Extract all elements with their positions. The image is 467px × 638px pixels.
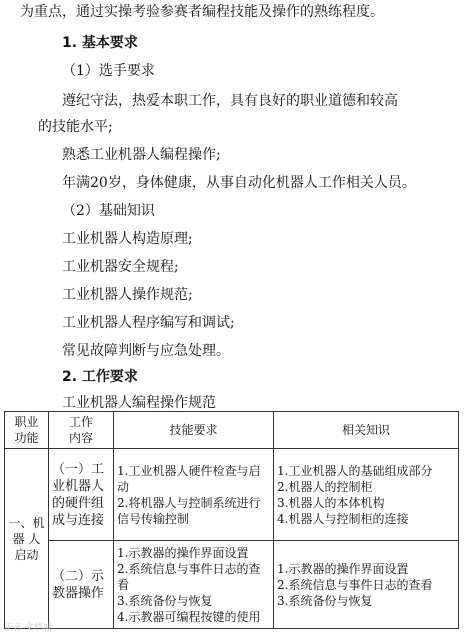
list-item: 1.工业机器人的基础组成部分 bbox=[277, 463, 433, 478]
header-content: 工作 内容 bbox=[49, 412, 114, 449]
table-header-row bbox=[5, 412, 459, 449]
section2-title: 2. 工作要求 bbox=[62, 369, 138, 385]
knowledge-cell bbox=[274, 541, 459, 629]
list-item: 2.将机器人与控制系统进行信号传输控制 bbox=[117, 495, 261, 526]
list-item: 1.示教器的操作界面设置 bbox=[117, 545, 249, 560]
list-item: 2.系统信息与事件日志的查看 bbox=[117, 561, 261, 592]
list-item: 2.机器人的控制柜 bbox=[277, 479, 373, 494]
text-line: 工业机器人操作规范; bbox=[62, 287, 193, 303]
watermark: 正言 文档城 bbox=[4, 623, 52, 633]
header-skills: 技能要求 bbox=[114, 412, 274, 449]
list-item: 4.机器人与控制柜的连接 bbox=[277, 511, 409, 526]
content-cell: （一）工业机器人的硬件组成与连接 bbox=[49, 449, 114, 541]
knowledge-cell bbox=[274, 449, 459, 541]
list-item: 1.示教器的操作界面设置 bbox=[277, 561, 409, 576]
sub2-title: （2）基础知识 bbox=[62, 203, 155, 219]
requirements-table bbox=[4, 411, 459, 629]
sub1-title: （1）选手要求 bbox=[62, 63, 155, 79]
skills-cell bbox=[114, 449, 274, 541]
section2-subtitle: 工业机器人编程操作规范 bbox=[62, 395, 216, 411]
list-item: 4.示教器可编程按键的使用 bbox=[117, 609, 261, 624]
text-line: 年满20岁，身体健康，从事自动化机器人工作相关人员。 bbox=[62, 175, 416, 191]
text-line: 遵纪守法，热爱本职工作，具有良好的职业道德和较高 bbox=[62, 93, 398, 109]
content-cell: （二）示教器操作 bbox=[49, 541, 114, 629]
table-row bbox=[5, 541, 459, 629]
list-item: 2.系统信息与事件日志的查看 bbox=[277, 577, 433, 592]
list-item: 1.工业机器人硬件检查与启动 bbox=[117, 463, 261, 494]
text-line: 工业机器人程序编写和调试; bbox=[62, 315, 235, 331]
text-line: 的技能水平; bbox=[38, 119, 113, 135]
skills-cell bbox=[114, 541, 274, 629]
text-line: 常见故障判断与应急处理。 bbox=[62, 343, 230, 359]
intro-line: 为重点，通过实操考验参赛者编程技能及操作的熟练程度。 bbox=[20, 4, 384, 20]
list-item: 3.机器人的本体机构 bbox=[277, 495, 385, 510]
table-row bbox=[5, 449, 459, 541]
header-knowledge: 相关知识 bbox=[274, 412, 459, 449]
text-line: 熟悉工业机器人编程操作; bbox=[62, 147, 221, 163]
list-item: 3.系统备份与恢复 bbox=[117, 593, 213, 608]
text-line: 工业机器人构造原理; bbox=[62, 231, 193, 247]
header-function: 职业 功能 bbox=[5, 412, 49, 449]
text-line: 工业机器安全规程; bbox=[62, 259, 179, 275]
list-item: 3.系统备份与恢复 bbox=[277, 593, 373, 608]
section1-title: 1. 基本要求 bbox=[62, 35, 138, 51]
function-cell: 一、机 器 人 启动 bbox=[5, 449, 49, 629]
